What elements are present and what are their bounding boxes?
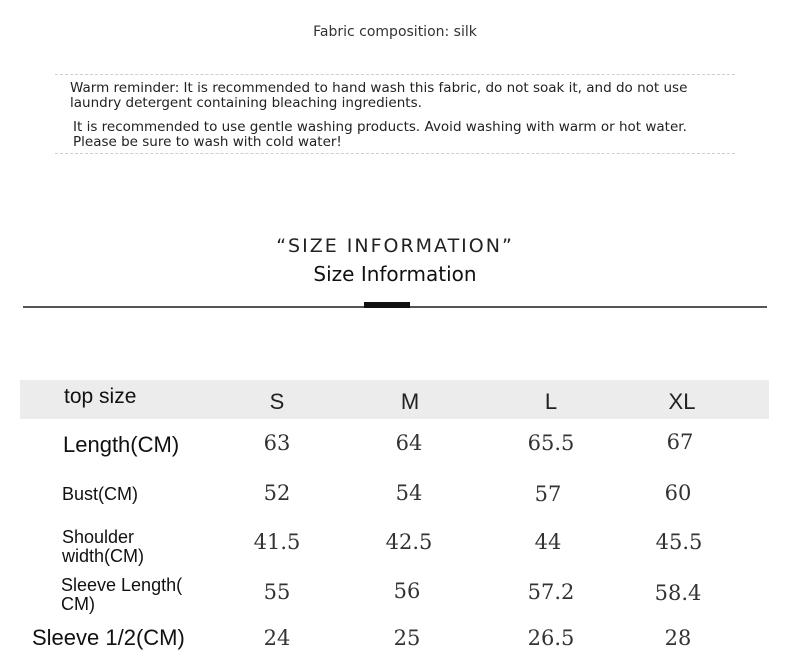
table-cell: 58.4	[654, 581, 702, 605]
table-cell: 55	[263, 580, 291, 604]
row-label-sleeve-length: Sleeve Length( CM)	[61, 575, 183, 614]
row-label-shoulder: Shoulder width(CM)	[62, 527, 145, 566]
table-cell: 24	[263, 626, 291, 650]
row-label-sleeve-half: Sleeve 1/2(CM)	[32, 625, 185, 650]
heading-rule-accent	[364, 302, 410, 308]
table-cell: 25	[393, 626, 421, 650]
table-cell: 41.5	[253, 530, 301, 554]
table-cell: 54	[395, 481, 423, 505]
divider-top	[55, 74, 735, 75]
row-label-length: Length(CM)	[63, 432, 180, 457]
table-cell: 64	[395, 431, 423, 455]
table-corner-label: top size	[64, 385, 137, 408]
size-header-l: L	[544, 389, 558, 414]
table-cell: 56	[393, 579, 421, 603]
row-label-bust: Bust(CM)	[62, 484, 138, 504]
table-cell: 65.5	[527, 431, 575, 455]
table-cell: 60	[664, 481, 692, 505]
table-cell: 67	[666, 430, 694, 454]
section-subheading: Size Information	[313, 262, 477, 286]
size-header-xl: XL	[668, 389, 696, 414]
table-cell: 28	[664, 626, 692, 650]
care-reminder-2: It is recommended to use gentle washing products. Avoid washing with warm or hot water. Please be sure to wash with cold water!	[73, 119, 687, 150]
fabric-composition: Fabric composition: silk	[313, 24, 477, 40]
divider-bottom	[55, 153, 735, 154]
section-heading: “SIZE INFORMATION”	[276, 235, 514, 257]
table-cell: 52	[263, 481, 291, 505]
table-cell: 42.5	[385, 530, 433, 554]
table-cell: 44	[534, 530, 562, 554]
size-header-s: S	[269, 389, 285, 414]
table-cell: 63	[263, 431, 291, 455]
size-header-m: M	[400, 389, 420, 414]
care-reminder-1: Warm reminder: It is recommended to hand wash this fabric, do not soak it, and do not use laundry detergent containing bleaching ingredients.	[70, 80, 688, 111]
table-cell: 57	[534, 482, 562, 506]
table-cell: 45.5	[655, 530, 703, 554]
table-cell: 57.2	[527, 580, 575, 604]
table-cell: 26.5	[527, 626, 575, 650]
